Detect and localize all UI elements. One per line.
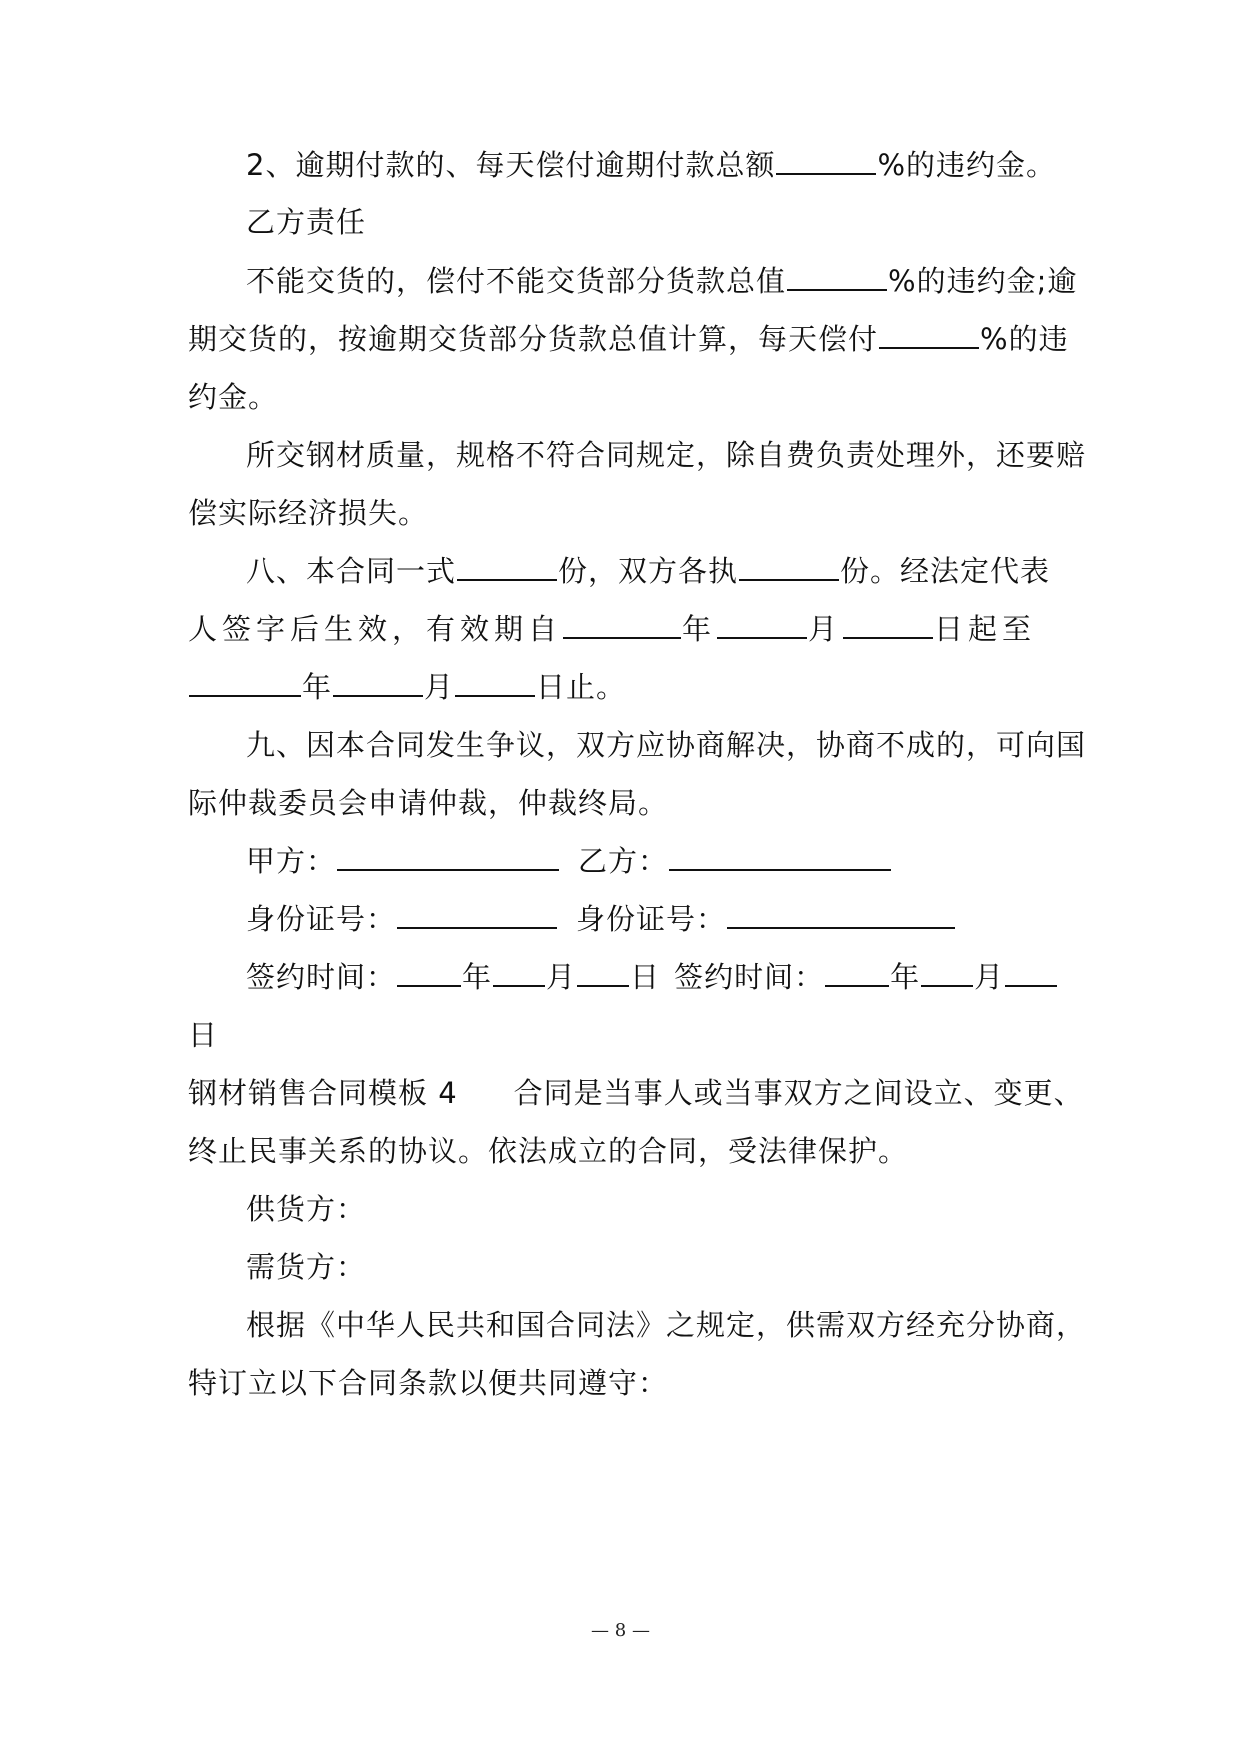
fill-blank	[577, 959, 629, 987]
signature-id-numbers	[246, 897, 1068, 941]
clause-nine-cont	[188, 781, 1068, 825]
clause-undelivered-end	[188, 375, 1068, 419]
fill-blank	[397, 959, 461, 987]
text: 日止。	[536, 670, 627, 704]
text: 份，双方各执	[558, 554, 739, 588]
text: 乙方责任	[246, 205, 367, 239]
fill-blank	[563, 611, 681, 639]
text: 份。经法定代表	[840, 554, 1051, 588]
signature-dates-cont	[188, 1013, 1068, 1057]
fill-blank	[189, 669, 301, 697]
fill-blank	[879, 321, 979, 349]
label: 供货方：	[246, 1192, 367, 1226]
text: 2、逾期付款的、每天偿付逾期付款总额	[246, 148, 776, 182]
text: 不能交货的，偿付不能交货部分货款总值	[246, 264, 787, 298]
label: 甲方：	[246, 844, 337, 878]
label: 签约时间：	[246, 960, 397, 994]
text: 年	[682, 612, 717, 646]
fill-blank	[455, 669, 535, 697]
fill-blank	[843, 611, 933, 639]
text: 月	[424, 670, 455, 704]
text: 特订立以下合同条款以便共同遵守：	[188, 1366, 669, 1400]
text: 偿实际经济损失。	[188, 496, 429, 530]
label: 乙方：	[578, 844, 669, 878]
text: 终止民事关系的协议。依法成立的合同，受法律保护。	[188, 1134, 909, 1168]
clause-undelivered-cont	[188, 317, 1068, 361]
fill-blank	[1005, 959, 1057, 987]
text: 合同是当事人或当事双方之间设立、变更、	[513, 1076, 1084, 1110]
fill-blank	[787, 263, 887, 291]
fill-blank	[727, 901, 955, 929]
text: 年	[302, 670, 333, 704]
template-four-intro	[188, 1129, 1068, 1173]
section-heading-party-b	[246, 200, 1068, 244]
text: 年	[890, 960, 921, 994]
clause-eight-validity	[188, 607, 1068, 651]
template-four-heading	[188, 1071, 1084, 1115]
fill-blank	[337, 843, 559, 871]
clause-eight-end-date	[188, 665, 1068, 709]
fill-blank	[333, 669, 423, 697]
fill-blank	[776, 147, 876, 175]
text: 日	[188, 1018, 219, 1052]
fill-blank	[739, 553, 839, 581]
clause-quality-cont	[188, 491, 1068, 535]
text: 期交货的，按逾期交货部分货款总值计算，每天偿付	[188, 322, 879, 356]
legal-basis-cont	[188, 1361, 1068, 1405]
text: %的违约金;逾	[888, 264, 1078, 298]
fill-blank	[825, 959, 889, 987]
fill-blank	[397, 901, 557, 929]
text: %的违	[980, 322, 1069, 356]
text: 际仲裁委员会申请仲裁，仲裁终局。	[188, 786, 669, 820]
supplier-label	[246, 1187, 1068, 1231]
fill-blank	[457, 553, 557, 581]
text: 根据《中华人民共和国合同法》之规定，供需双方经充分协商，	[246, 1308, 1087, 1342]
clause-undelivered	[246, 259, 1078, 303]
text: 八、本合同一式	[246, 554, 457, 588]
text: 日	[630, 960, 661, 994]
label: 需货方：	[246, 1250, 367, 1284]
text: 年	[462, 960, 493, 994]
text: 九、因本合同发生争议，双方应协商解决，协商不成的，可向国	[246, 728, 1087, 762]
text: %的违约金。	[877, 148, 1057, 182]
signature-parties	[246, 839, 1068, 883]
heading: 钢材销售合同模板 4	[188, 1076, 458, 1110]
signature-dates	[246, 955, 1068, 999]
buyer-label	[246, 1245, 1068, 1289]
legal-basis	[246, 1303, 1087, 1347]
clause-overdue-payment	[246, 143, 1068, 187]
text: 约金。	[188, 380, 279, 414]
text: 日起至	[934, 612, 1037, 646]
clause-eight	[246, 549, 1068, 593]
text: 月	[546, 960, 577, 994]
label: 签约时间：	[674, 960, 825, 994]
label: 身份证号：	[576, 902, 727, 936]
text: 所交钢材质量，规格不符合同规定，除自费负责处理外，还要赔	[246, 438, 1087, 472]
label: 身份证号：	[246, 902, 397, 936]
fill-blank	[669, 843, 891, 871]
text: 月	[974, 960, 1005, 994]
text: 月	[808, 612, 843, 646]
page-number: — 8 —	[591, 1620, 650, 1641]
clause-quality	[246, 433, 1087, 477]
clause-nine	[246, 723, 1087, 767]
fill-blank	[921, 959, 973, 987]
fill-blank	[717, 611, 807, 639]
text: 人签字后生效，有效期自	[188, 612, 563, 646]
fill-blank	[493, 959, 545, 987]
